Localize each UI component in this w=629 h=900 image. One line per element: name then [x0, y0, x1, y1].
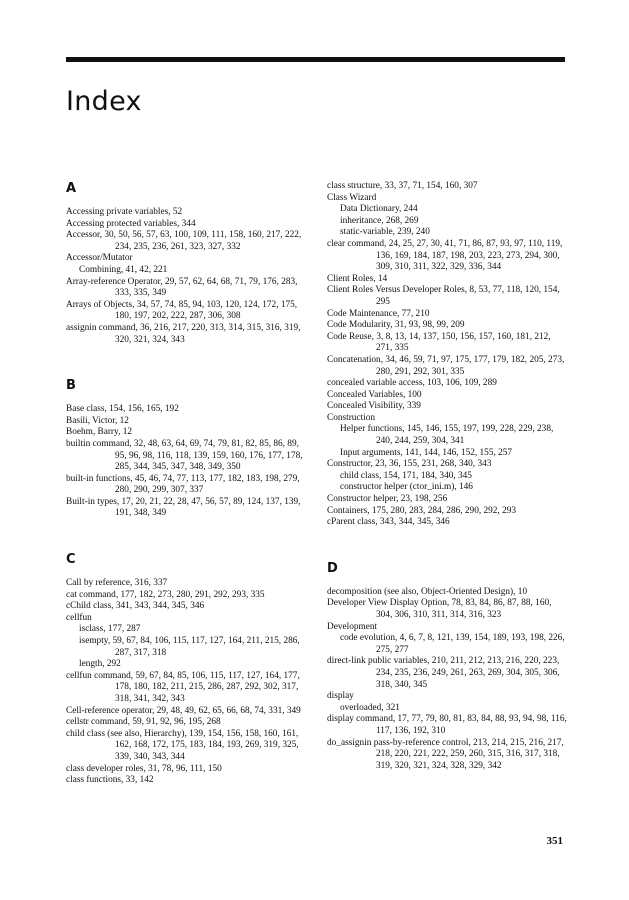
index-subentry: overloaded, 321: [340, 702, 400, 713]
index-entry: Accessing private variables, 52: [66, 207, 183, 217]
index-entry: Accessor/Mutator: [66, 253, 133, 264]
index-entry: display command, 17, 77, 79, 80, 81, 83, 84, 88, 93, 94, 98, 116, 117, 136, 192, 310: [327, 714, 567, 736]
index-entry: child class (see also, Hierarchy), 139, 154, 156, 158, 160, 161, 162, 168, 172, 175, 183, 184, 193, 269, 319, 325, 339, 340, 343, 344: [66, 728, 299, 762]
section-spacer: [327, 529, 567, 561]
index-entry: cellfun: [66, 612, 92, 623]
index-entry: do_assignin pass-by-reference control, 213, 214, 215, 216, 217, 218, 220, 221, 222, 259, 260, 315, 316, 317, 318, 319, 320, 321, 324, 328, 329, 342: [327, 737, 564, 771]
index-entry: Client Roles Versus Developer Roles, 8, 53, 77, 118, 120, 154, 295: [327, 285, 560, 307]
index-entry: Development: [327, 621, 378, 632]
index-entry: Arrays of Objects, 34, 57, 74, 85, 94, 103, 120, 124, 172, 175, 180, 197, 202, 222, 287, 306, 308: [66, 299, 298, 322]
index-entry: display: [327, 691, 354, 702]
index-subentry: inheritance, 268, 269: [340, 215, 419, 226]
section-spacer: [66, 346, 307, 378]
index-entry: Cell-reference operator, 29, 48, 49, 62, 65, 66, 68, 74, 331, 349: [66, 705, 301, 716]
index-entry: Developer View Display Option, 78, 83, 84, 86, 87, 88, 160, 304, 306, 310, 311, 314, 316, 323: [327, 598, 552, 620]
index-entry: Code Modularity, 31, 93, 98, 99, 209: [327, 320, 465, 331]
section-letter-heading: A: [66, 181, 77, 196]
index-entry: cellstr command, 59, 91, 92, 96, 195, 268: [66, 717, 221, 728]
index-entry: direct-link public variables, 210, 211, 212, 213, 216, 220, 223, 234, 235, 236, 249, 261, 263, 269, 304, 305, 306, 318, 340, 345: [327, 656, 560, 690]
index-entry: Containers, 175, 280, 283, 284, 286, 290, 292, 293: [327, 505, 517, 516]
index-entry: class developer roles, 31, 78, 96, 111, 150: [66, 763, 222, 774]
index-entry: Base class, 154, 156, 165, 192: [66, 404, 179, 415]
index-entry: Constructor helper, 23, 198, 256: [327, 494, 448, 505]
index-entry: class structure, 33, 37, 71, 154, 160, 307: [327, 181, 478, 191]
index-entry: Call by reference, 316, 337: [66, 578, 168, 589]
index-entry: builtin command, 32, 48, 63, 64, 69, 74, 79, 81, 82, 85, 86, 89, 95, 96, 98, 116, 118, 139, 159, 160, 176, 177, 178, 285, 344, 345, 347, 348, 349, 350: [66, 438, 303, 473]
index-entry: class functions, 33, 142: [66, 775, 154, 786]
index-entry: cellfun command, 59, 67, 84, 85, 106, 115, 117, 127, 164, 177, 178, 180, 182, 211, 215, 286, 287, 292, 302, 317, 318, 341, 342, 343: [66, 670, 300, 704]
index-subentry: Data Dictionary, 244: [340, 204, 418, 215]
page-title: Index: [66, 86, 142, 117]
index-entry: clear command, 24, 25, 27, 30, 41, 71, 86, 87, 93, 97, 110, 119, 136, 169, 184, 187, 198, 203, 223, 273, 294, 300, 309, 310, 311, 322, 329, 336, 344: [327, 238, 563, 273]
index-entry: Client Roles, 14: [327, 273, 388, 284]
index-entry: cParent class, 343, 344, 345, 346: [327, 517, 450, 528]
section-letter-heading: D: [327, 560, 338, 576]
index-subentry: Combining, 41, 42, 221: [79, 264, 168, 275]
index-subentry: length, 292: [79, 659, 121, 670]
index-entry: built-in functions, 45, 46, 74, 77, 113, 177, 182, 183, 198, 279, 280, 290, 299, 307, 337: [66, 473, 300, 496]
index-entry: Code Maintenance, 77, 210: [327, 308, 430, 319]
index-entry: Constructor, 23, 36, 155, 231, 268, 340, 343: [327, 459, 492, 470]
page-number: 351: [546, 835, 563, 847]
index-entry: Concealed Visibility, 339: [327, 401, 421, 412]
index-entry: Accessor, 30, 50, 56, 57, 63, 100, 109, 111, 158, 160, 217, 222, 234, 235, 236, 261, 323, 327, 332: [66, 230, 302, 252]
index-subentry: child class, 154, 171, 184, 340, 345: [340, 470, 472, 481]
index-entry: Concatenation, 34, 46, 59, 71, 97, 175, 177, 179, 182, 205, 273, 280, 291, 292, 301, 335: [327, 354, 565, 377]
index-entry: cat command, 177, 182, 273, 280, 291, 292, 293, 335: [66, 589, 265, 600]
index-subentry: static-variable, 239, 240: [340, 227, 430, 238]
index-entry: Built-in types, 17, 20, 21, 22, 28, 47, 56, 57, 89, 124, 137, 139, 191, 348, 349: [66, 496, 301, 519]
index-subentry: Helper functions, 145, 146, 155, 197, 199, 228, 229, 238, 240, 244, 259, 304, 341: [340, 424, 554, 447]
index-entry: Class Wizard: [327, 192, 377, 203]
index-left-column: [66, 181, 307, 787]
index-entry: Basili, Victor, 12: [66, 415, 129, 426]
index-entry: Boehm, Barry, 12: [66, 427, 133, 438]
top-rule: [66, 57, 565, 62]
section-letter-heading: B: [66, 378, 76, 394]
index-subentry: constructor helper (ctor_ini.m), 146: [340, 482, 473, 493]
index-entry: Accessing protected variables, 344: [66, 218, 196, 229]
index-entry: Concealed Variables, 100: [327, 389, 422, 400]
index-entry: Array-reference Operator, 29, 57, 62, 64, 68, 71, 79, 176, 283, 333, 335, 349: [66, 276, 298, 299]
index-subentry: isempty, 59, 67, 84, 106, 115, 117, 127, 164, 211, 215, 286, 287, 317, 318: [79, 636, 300, 658]
index-entry: cChild class, 341, 343, 344, 345, 346: [66, 601, 205, 612]
index-subentry: isclass, 177, 287: [79, 624, 141, 635]
index-subentry: Input arguments, 141, 144, 146, 152, 155, 257: [340, 447, 513, 458]
section-letter-heading: C: [66, 552, 76, 568]
index-entry: concealed variable access, 103, 106, 109, 289: [327, 378, 497, 389]
index-entry: Code Reuse, 3, 8, 13, 14, 137, 150, 156, 157, 160, 181, 212, 271, 335: [327, 331, 551, 354]
index-subentry: code evolution, 4, 6, 7, 8, 121, 139, 154, 189, 193, 198, 226, 275, 277: [340, 633, 565, 655]
index-entry: Construction: [327, 412, 376, 423]
index-entry: assignin command, 36, 216, 217, 220, 313, 314, 315, 316, 319, 320, 321, 324, 343: [66, 322, 301, 345]
index-entry: decomposition (see also, Object-Oriented Design), 10: [327, 586, 528, 597]
section-spacer: [66, 520, 307, 552]
index-right-column: [327, 181, 567, 772]
